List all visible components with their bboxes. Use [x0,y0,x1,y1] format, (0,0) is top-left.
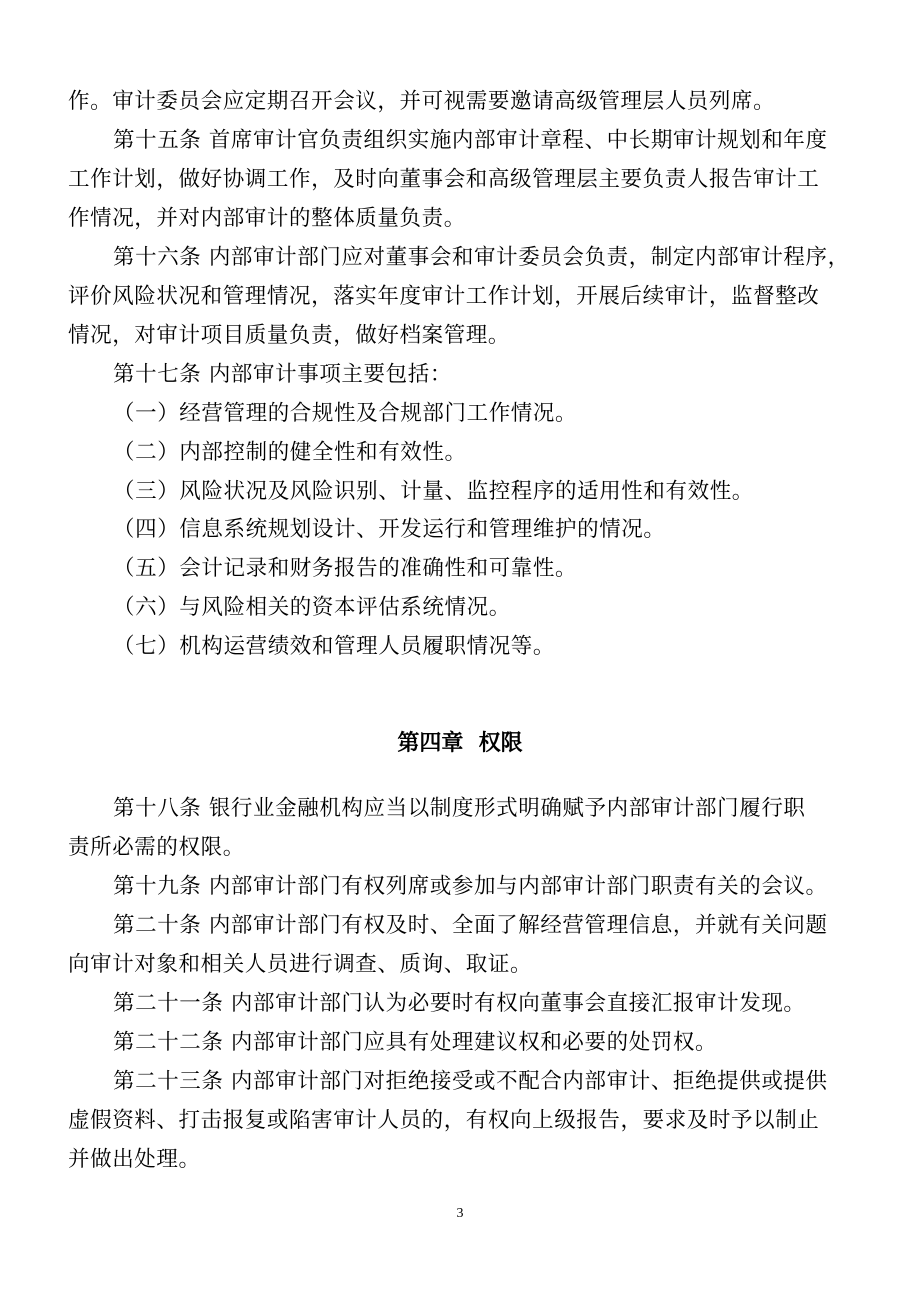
article-17-line: 第十七条 内部审计事项主要包括： [113,362,452,387]
article-18-line: 责所必需的权限。 [68,835,245,860]
article-23-line: 第二十三条 内部审计部门对拒绝接受或不配合内部审计、拒绝提供或提供 [113,1069,828,1094]
article-20-line: 向审计对象和相关人员进行调查、质询、取证。 [68,952,533,977]
chapter-heading: 第四章 权限 [397,731,523,756]
article-16-line: 第十六条 内部审计部门应对董事会和审计委员会负责，制定内部审计程序， [113,245,850,270]
paragraph-line: 作。审计委员会应定期召开会议，并可视需要邀请高级管理层人员列席。 [68,89,776,114]
article-20-line: 第二十条 内部审计部门有权及时、全面了解经营管理信息，并就有关问题 [113,913,828,938]
article-15-line: 工作计划，做好协调工作，及时向董事会和高级管理层主要负责人报告审计工 [68,167,820,192]
list-item: （五）会计记录和财务报告的准确性和可靠性。 [113,556,578,581]
list-item: （一）经营管理的合规性及合规部门工作情况。 [113,401,578,426]
article-15-line: 作情况，并对内部审计的整体质量负责。 [68,206,466,231]
list-item: （七）机构运营绩效和管理人员履职情况等。 [113,634,556,659]
article-18-line: 第十八条 银行业金融机构应当以制度形式明确赋予内部审计部门履行职 [113,796,806,821]
article-15-line: 第十五条 首席审计官负责组织实施内部审计章程、中长期审计规划和年度 [113,128,828,153]
article-23-line: 并做出处理。 [68,1147,201,1172]
article-23-line: 虚假资料、打击报复或陷害审计人员的，有权向上级报告，要求及时予以制止 [68,1108,820,1133]
article-22-line: 第二十二条 内部审计部门应具有处理建议权和必要的处罚权。 [113,1030,718,1055]
article-21-line: 第二十一条 内部审计部门认为必要时有权向董事会直接汇报审计发现。 [113,991,806,1016]
article-16-line: 评价风险状况和管理情况，落实年度审计工作计划，开展后续审计，监督整改 [68,284,820,309]
page-number: 3 [456,1206,464,1221]
list-item: （六）与风险相关的资本评估系统情况。 [113,595,511,620]
article-16-line: 情况，对审计项目质量负责，做好档案管理。 [68,323,511,348]
list-item: （三）风险状况及风险识别、计量、监控程序的适用性和有效性。 [113,479,754,504]
article-19-line: 第十九条 内部审计部门有权列席或参加与内部审计部门职责有关的会议。 [113,874,828,899]
list-item: （四）信息系统规划设计、开发运行和管理维护的情况。 [113,517,666,542]
list-item: （二）内部控制的健全性和有效性。 [113,440,467,465]
